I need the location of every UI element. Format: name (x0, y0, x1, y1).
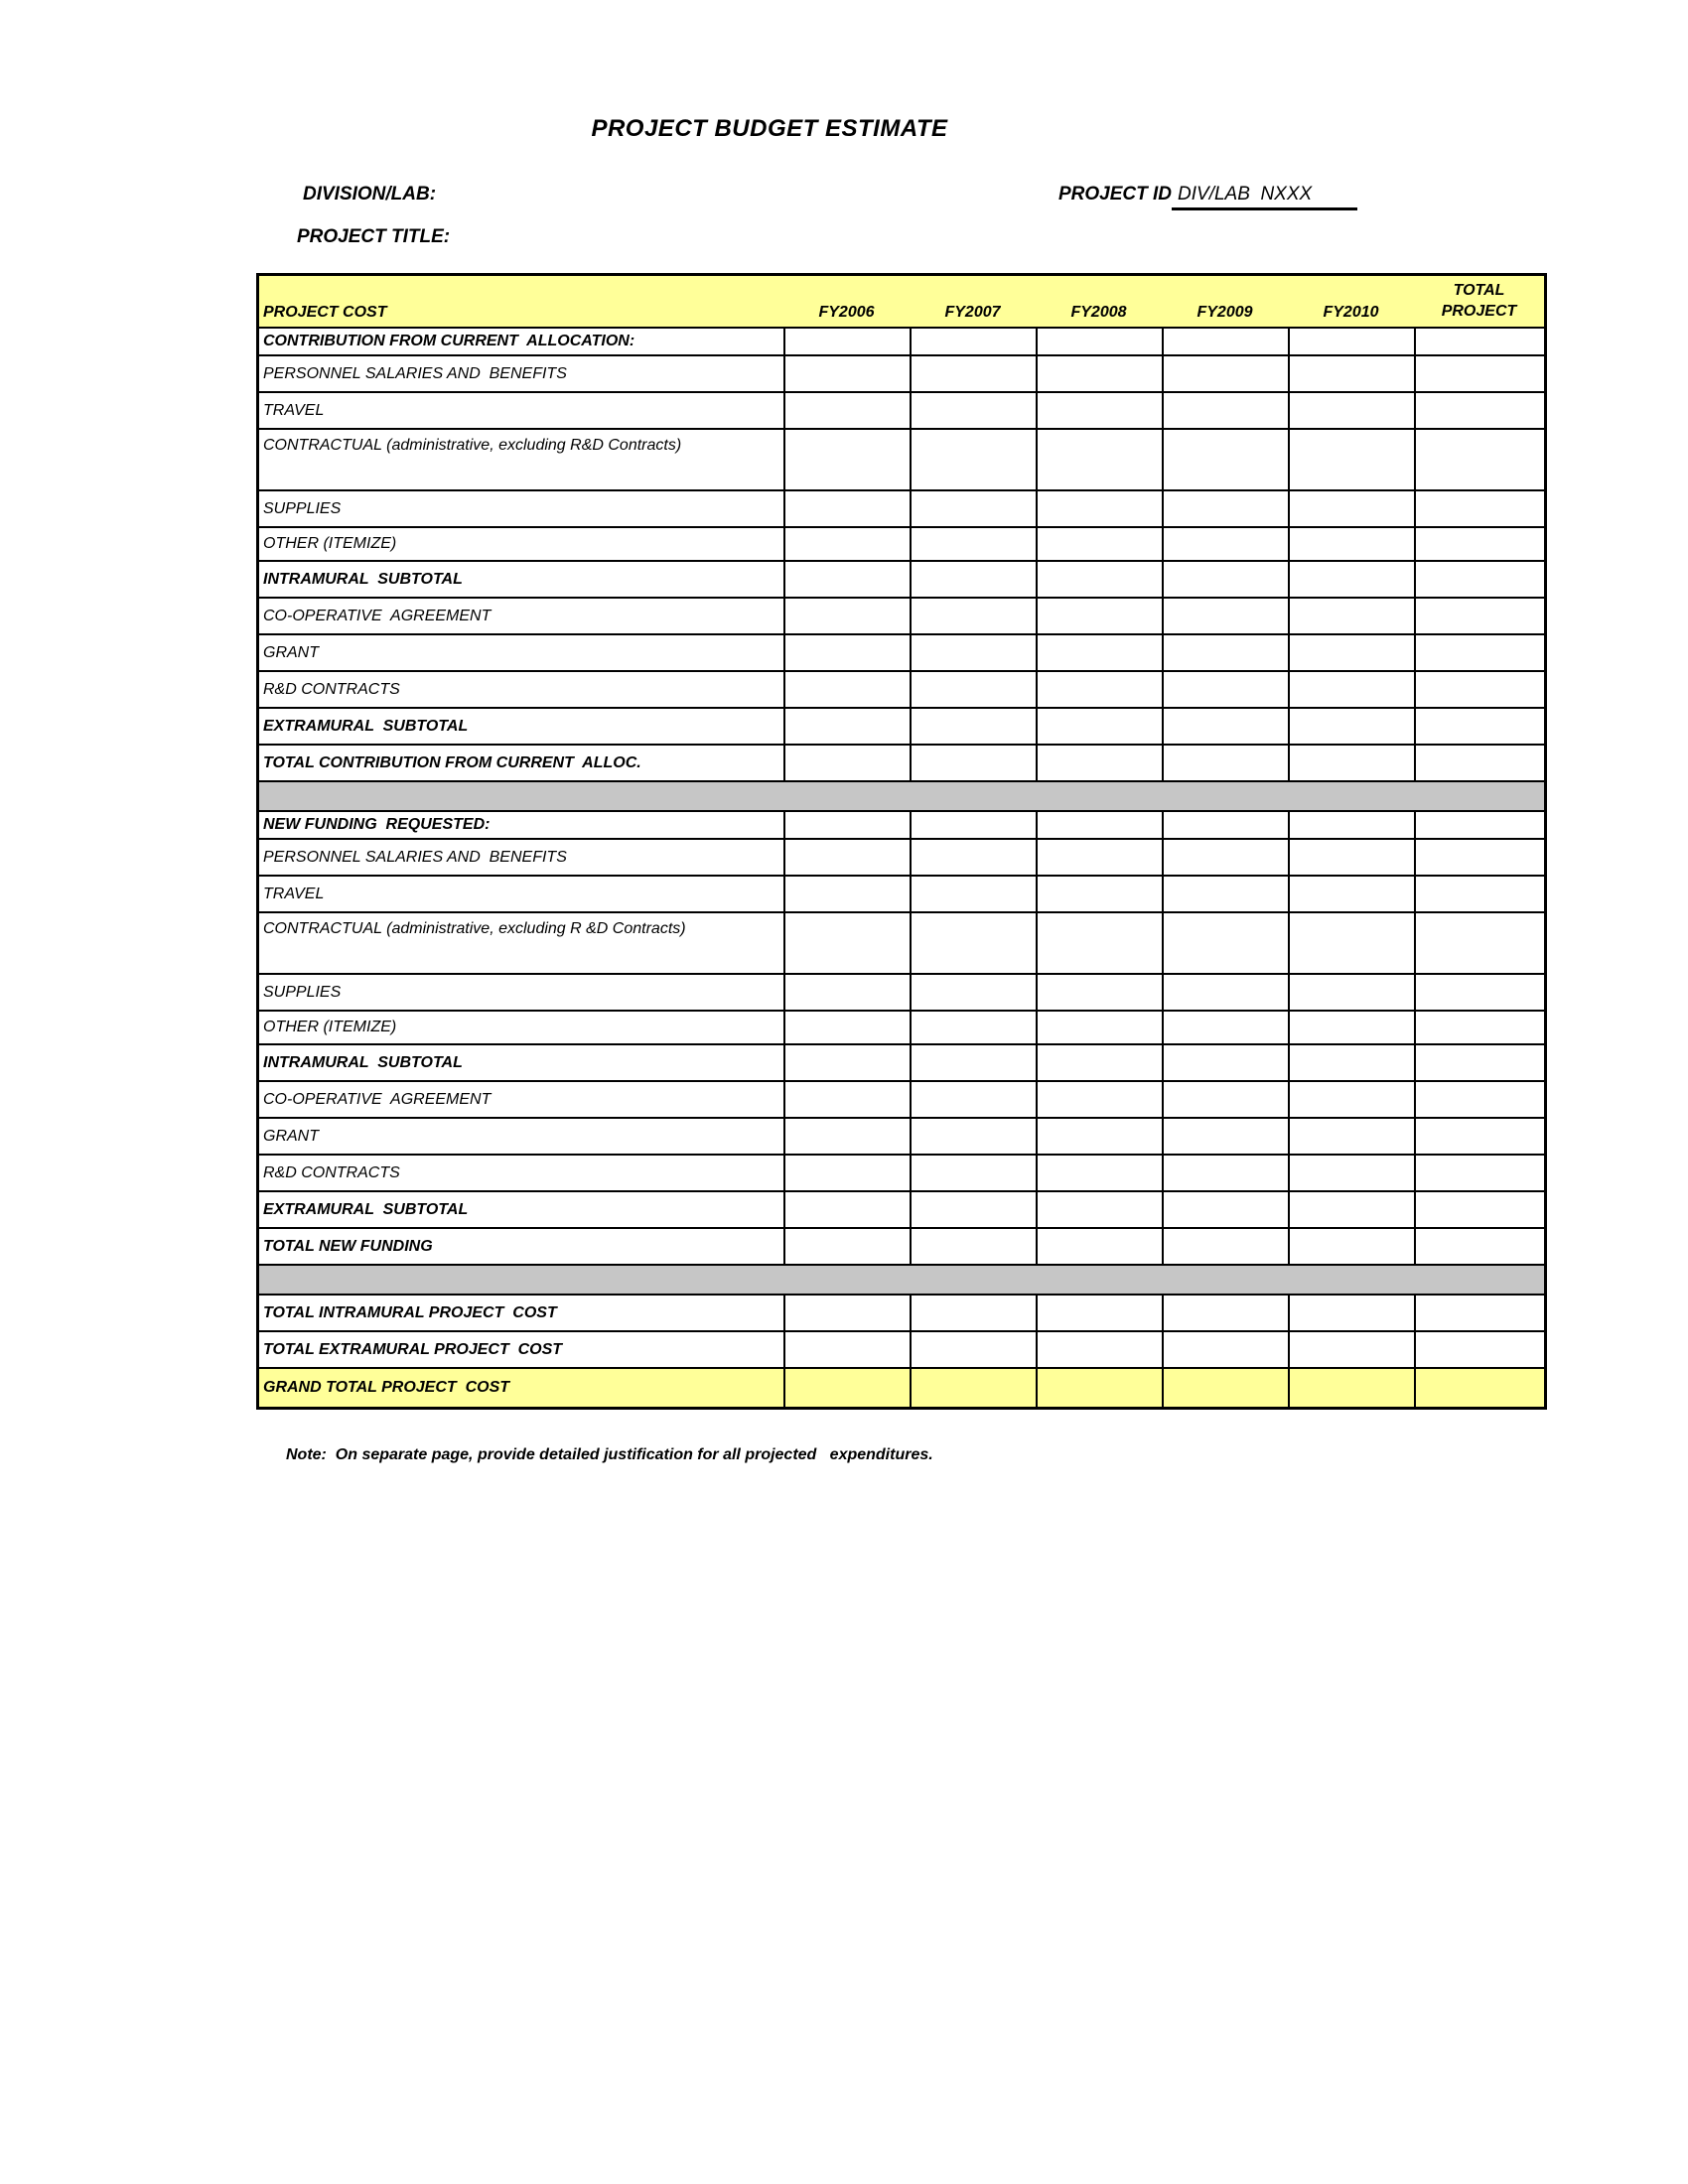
fy-cell (783, 975, 910, 1010)
fy-cell (1162, 491, 1288, 526)
total-cell (1414, 1369, 1544, 1407)
total-cell (1414, 709, 1544, 744)
row-label: R&D CONTRACTS (263, 1163, 400, 1181)
fy-cell (1036, 672, 1162, 707)
fy-cell (1288, 709, 1414, 744)
row-label: TOTAL EXTRAMURAL PROJECT COST (263, 1340, 563, 1358)
total-cell (1414, 1082, 1544, 1117)
table-row (259, 746, 1544, 782)
separator-row (259, 1266, 1544, 1296)
column-header-fy2009: FY2009 (1196, 304, 1253, 321)
fy-cell (1288, 1369, 1414, 1407)
column-header-project-cost: PROJECT COST (263, 304, 387, 321)
fy-cell (910, 599, 1036, 633)
fy-cell (910, 812, 1036, 838)
fy-cell (1036, 329, 1162, 354)
fy-cell (1036, 393, 1162, 428)
total-cell (1414, 1156, 1544, 1190)
fy-cell (1162, 975, 1288, 1010)
fy-cell (1036, 1332, 1162, 1367)
fy-cell (910, 1332, 1036, 1367)
table-body (259, 329, 1544, 1407)
fy-cell (783, 1156, 910, 1190)
table-row (259, 1296, 1544, 1332)
fy-cell (910, 1192, 1036, 1227)
table-row (259, 393, 1544, 430)
table-row (259, 1045, 1544, 1082)
fy-cell (1288, 430, 1414, 489)
fy-cell (1162, 840, 1288, 875)
fy-cell (783, 635, 910, 670)
fy-cell (1036, 1229, 1162, 1264)
total-cell (1414, 1012, 1544, 1043)
fy-cell (783, 528, 910, 560)
fy-cell (910, 746, 1036, 780)
table-row (259, 840, 1544, 877)
fy-cell (1162, 528, 1288, 560)
table-row (259, 562, 1544, 599)
table-row (259, 1369, 1544, 1407)
fy-cell (783, 1045, 910, 1080)
fy-cell (1288, 599, 1414, 633)
row-label: PERSONNEL SALARIES AND BENEFITS (263, 364, 567, 382)
fy-cell (910, 1119, 1036, 1154)
note-text: Note: On separate page, provide detailed justification for all projected expenditures. (286, 1446, 933, 1463)
row-label: CONTRACTUAL (administrative, excluding R &D Contracts) (263, 920, 686, 937)
fy-cell (1288, 1119, 1414, 1154)
row-label: TRAVEL (263, 885, 325, 902)
fy-cell (1288, 812, 1414, 838)
fy-cell (1288, 635, 1414, 670)
fy-cell (1288, 1156, 1414, 1190)
fy-cell (783, 877, 910, 911)
row-label: CONTRIBUTION FROM CURRENT ALLOCATION: (263, 333, 635, 349)
table-row (259, 356, 1544, 393)
fy-cell (1036, 812, 1162, 838)
fy-cell (1162, 812, 1288, 838)
fy-cell (1288, 329, 1414, 354)
fy-cell (1288, 491, 1414, 526)
row-label: PERSONNEL SALARIES AND BENEFITS (263, 848, 567, 866)
table-row (259, 975, 1544, 1012)
total-cell (1414, 975, 1544, 1010)
project-id-field (1058, 184, 1357, 205)
fy-cell (910, 709, 1036, 744)
fy-cell (1288, 1012, 1414, 1043)
table-row (259, 1082, 1544, 1119)
fy-cell (783, 840, 910, 875)
fy-cell (783, 672, 910, 707)
fy-cell (910, 672, 1036, 707)
table-row (259, 709, 1544, 746)
row-label: TOTAL NEW FUNDING (263, 1237, 433, 1255)
table-row (259, 491, 1544, 528)
fy-cell (783, 562, 910, 597)
table-row (259, 599, 1544, 635)
fy-cell (910, 393, 1036, 428)
fy-cell (1036, 1012, 1162, 1043)
fy-cell (910, 1012, 1036, 1043)
fy-cell (1036, 562, 1162, 597)
separator-row (259, 782, 1544, 812)
row-label: TOTAL CONTRIBUTION FROM CURRENT ALLOC. (263, 753, 641, 771)
fy-cell (910, 430, 1036, 489)
fy-cell (910, 635, 1036, 670)
fy-cell (1162, 1229, 1288, 1264)
total-project-line1: TOTAL (1453, 282, 1505, 299)
fy-cell (1036, 840, 1162, 875)
fy-cell (910, 491, 1036, 526)
table-row (259, 528, 1544, 562)
fy-cell (783, 1332, 910, 1367)
row-label: OTHER (ITEMIZE) (263, 1019, 397, 1035)
budget-table (256, 273, 1547, 1410)
fy-cell (783, 709, 910, 744)
row-label: GRANT (263, 643, 319, 661)
fy-cell (783, 1012, 910, 1043)
row-label: CO-OPERATIVE AGREEMENT (263, 1090, 492, 1108)
fy-cell (1162, 1082, 1288, 1117)
row-label: CO-OPERATIVE AGREEMENT (263, 607, 492, 624)
table-row (259, 430, 1544, 491)
fy-cell (783, 329, 910, 354)
total-cell (1414, 672, 1544, 707)
row-label: CONTRACTUAL (administrative, excluding R&D Contracts) (263, 437, 682, 454)
fy-cell (1288, 746, 1414, 780)
fy-cell (1036, 746, 1162, 780)
table-row (259, 1332, 1544, 1369)
fy-cell (1288, 562, 1414, 597)
fy-cell (783, 599, 910, 633)
total-cell (1414, 528, 1544, 560)
project-title-label: PROJECT TITLE: (297, 226, 451, 247)
project-id-value: DIV/LAB NXXX (1172, 184, 1357, 210)
fy-cell (910, 840, 1036, 875)
fy-cell (910, 329, 1036, 354)
table-header-row (259, 276, 1544, 329)
fy-cell (1036, 635, 1162, 670)
fy-cell (1288, 1332, 1414, 1367)
table-row (259, 812, 1544, 840)
fy-cell (1162, 1296, 1288, 1330)
row-label: EXTRAMURAL SUBTOTAL (263, 1200, 469, 1218)
fy-cell (1162, 1369, 1288, 1407)
total-cell (1414, 491, 1544, 526)
total-cell (1414, 599, 1544, 633)
fy-cell (783, 491, 910, 526)
fy-cell (783, 1119, 910, 1154)
fy-cell (783, 1229, 910, 1264)
fy-cell (1036, 1369, 1162, 1407)
fy-cell (1036, 913, 1162, 973)
row-label: TRAVEL (263, 401, 325, 419)
fy-cell (1036, 1082, 1162, 1117)
total-cell (1414, 746, 1544, 780)
column-header-fy2010: FY2010 (1323, 304, 1379, 321)
fy-cell (1036, 975, 1162, 1010)
total-cell (1414, 329, 1544, 354)
fy-cell (1036, 1192, 1162, 1227)
fy-cell (1036, 430, 1162, 489)
fy-cell (910, 528, 1036, 560)
fy-cell (783, 1082, 910, 1117)
row-label: TOTAL INTRAMURAL PROJECT COST (263, 1303, 557, 1321)
document-title: PROJECT BUDGET ESTIMATE (591, 115, 948, 142)
table-row (259, 877, 1544, 913)
total-cell (1414, 840, 1544, 875)
fy-cell (1288, 877, 1414, 911)
total-project-line2: PROJECT (1441, 303, 1517, 320)
fy-cell (1288, 975, 1414, 1010)
total-cell (1414, 812, 1544, 838)
total-cell (1414, 1192, 1544, 1227)
fy-cell (783, 356, 910, 391)
fy-cell (1162, 913, 1288, 973)
fy-cell (1288, 1192, 1414, 1227)
total-cell (1414, 913, 1544, 973)
fy-cell (1288, 913, 1414, 973)
fy-cell (1036, 356, 1162, 391)
table-row (259, 672, 1544, 709)
row-label: SUPPLIES (263, 499, 342, 517)
total-cell (1414, 356, 1544, 391)
total-cell (1414, 393, 1544, 428)
fy-cell (1162, 877, 1288, 911)
table-row (259, 913, 1544, 975)
fy-cell (783, 1296, 910, 1330)
fy-cell (910, 913, 1036, 973)
row-label: EXTRAMURAL SUBTOTAL (263, 717, 469, 735)
fy-cell (1288, 1045, 1414, 1080)
column-header-fy2008: FY2008 (1070, 304, 1127, 321)
total-cell (1414, 1229, 1544, 1264)
fy-cell (1036, 599, 1162, 633)
fy-cell (783, 393, 910, 428)
fy-cell (1288, 528, 1414, 560)
row-label: OTHER (ITEMIZE) (263, 535, 397, 552)
fy-cell (1162, 1332, 1288, 1367)
fy-cell (783, 430, 910, 489)
fy-cell (783, 746, 910, 780)
fy-cell (1162, 746, 1288, 780)
fy-cell (1162, 599, 1288, 633)
fy-cell (1162, 393, 1288, 428)
fy-cell (1162, 1012, 1288, 1043)
row-label: INTRAMURAL SUBTOTAL (263, 1053, 463, 1071)
fy-cell (910, 975, 1036, 1010)
row-label: R&D CONTRACTS (263, 680, 400, 698)
total-cell (1414, 430, 1544, 489)
row-label: NEW FUNDING REQUESTED: (263, 816, 491, 833)
row-label: GRAND TOTAL PROJECT COST (263, 1379, 510, 1396)
fy-cell (783, 913, 910, 973)
fy-cell (910, 356, 1036, 391)
row-label: INTRAMURAL SUBTOTAL (263, 570, 463, 588)
fy-cell (910, 1082, 1036, 1117)
table-row (259, 1229, 1544, 1266)
fy-cell (1036, 1156, 1162, 1190)
fy-cell (910, 1229, 1036, 1264)
fy-cell (1162, 635, 1288, 670)
table-row (259, 329, 1544, 356)
total-cell (1414, 1296, 1544, 1330)
fy-cell (910, 1045, 1036, 1080)
fy-cell (1288, 1229, 1414, 1264)
column-header-total-project (1414, 280, 1544, 327)
fy-cell (1036, 877, 1162, 911)
fy-cell (1288, 1082, 1414, 1117)
fy-cell (1162, 430, 1288, 489)
fy-cell (1036, 1296, 1162, 1330)
project-id-label: PROJECT ID (1058, 184, 1173, 205)
table-row (259, 635, 1544, 672)
fy-cell (783, 1192, 910, 1227)
total-cell (1414, 1119, 1544, 1154)
column-header-fy2007: FY2007 (944, 304, 1001, 321)
fy-cell (1162, 562, 1288, 597)
fy-cell (910, 1296, 1036, 1330)
column-header-fy2006: FY2006 (818, 304, 875, 321)
fy-cell (910, 562, 1036, 597)
division-lab-label: DIVISION/LAB: (303, 184, 437, 205)
fy-cell (1162, 1156, 1288, 1190)
fy-cell (1288, 840, 1414, 875)
fy-cell (1162, 329, 1288, 354)
total-cell (1414, 635, 1544, 670)
fy-cell (1162, 1045, 1288, 1080)
fy-cell (1036, 491, 1162, 526)
fy-cell (910, 877, 1036, 911)
fy-cell (1288, 672, 1414, 707)
fy-cell (783, 1369, 910, 1407)
total-cell (1414, 562, 1544, 597)
fy-cell (1162, 672, 1288, 707)
fy-cell (1162, 356, 1288, 391)
table-row (259, 1119, 1544, 1156)
fy-cell (1288, 1296, 1414, 1330)
fy-cell (1036, 709, 1162, 744)
fy-cell (1162, 1192, 1288, 1227)
fy-cell (1036, 528, 1162, 560)
fy-cell (783, 812, 910, 838)
total-cell (1414, 877, 1544, 911)
total-cell (1414, 1045, 1544, 1080)
row-label: SUPPLIES (263, 983, 342, 1001)
fy-cell (1162, 709, 1288, 744)
fy-cell (910, 1369, 1036, 1407)
row-label: GRANT (263, 1127, 319, 1145)
fy-cell (1036, 1119, 1162, 1154)
fy-cell (1288, 356, 1414, 391)
total-cell (1414, 1332, 1544, 1367)
fy-cell (1162, 1119, 1288, 1154)
table-row (259, 1156, 1544, 1192)
fy-cell (1036, 1045, 1162, 1080)
fy-cell (910, 1156, 1036, 1190)
table-row (259, 1012, 1544, 1045)
table-row (259, 1192, 1544, 1229)
fy-cell (1288, 393, 1414, 428)
